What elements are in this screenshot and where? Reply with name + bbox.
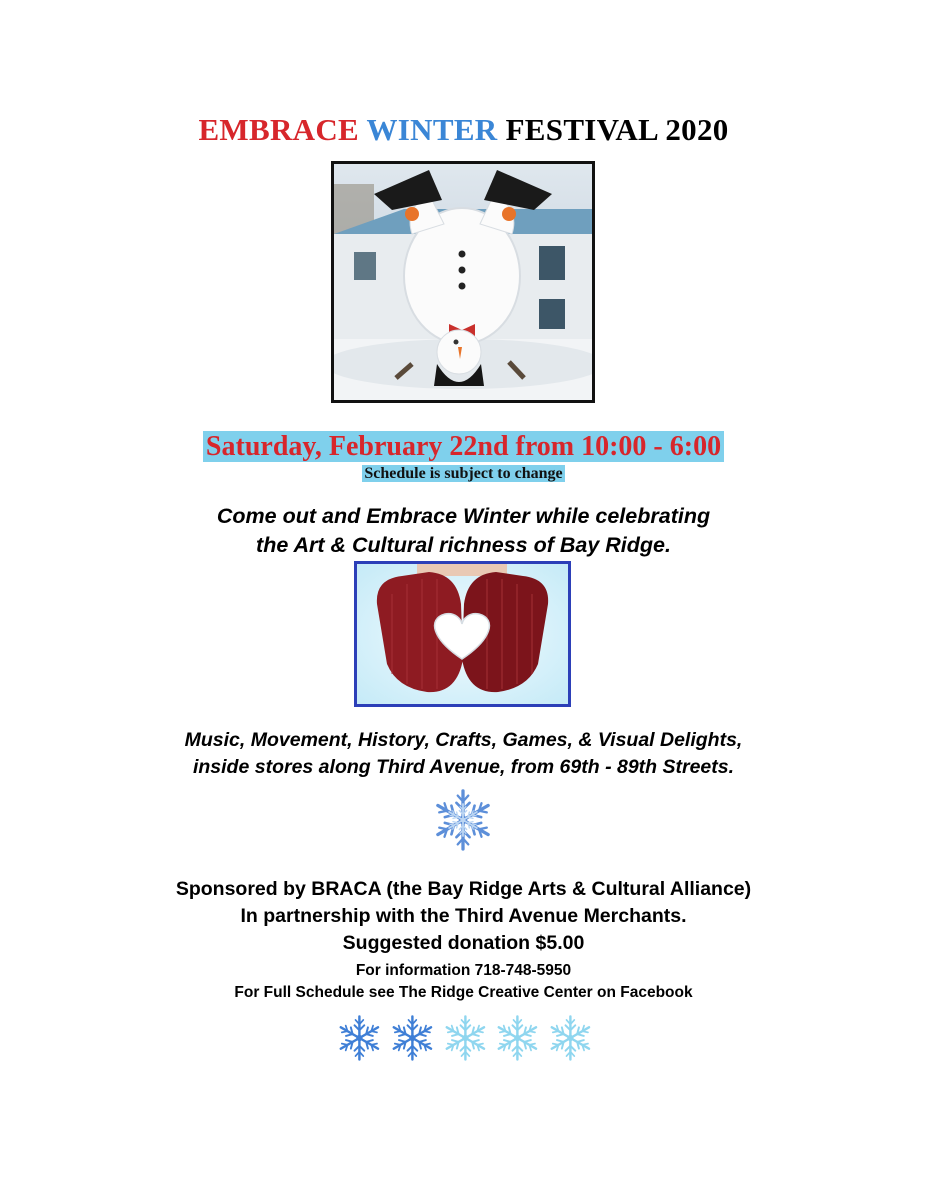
phone-info: For information 718-748-5950 xyxy=(355,962,572,979)
contact-info xyxy=(0,960,927,1004)
snowflake-icon xyxy=(546,1010,595,1066)
title-word-embrace: EMBRACE xyxy=(198,112,359,147)
activities-line-1: Music, Movement, History, Crafts, Games, & Visual Delights, xyxy=(184,729,743,751)
event-date-time xyxy=(0,430,927,464)
intro-text xyxy=(0,502,927,560)
event-date-text: Saturday, February 22nd from 10:00 - 6:00 xyxy=(203,431,724,462)
activities-line-2: inside stores along Third Avenue, from 69th - 89th Streets. xyxy=(192,756,735,778)
snowflake-icon xyxy=(441,1010,490,1066)
intro-line-1: Come out and Embrace Winter while celebrating xyxy=(216,504,711,528)
snowflake-icon xyxy=(493,1010,542,1066)
snowman-photo xyxy=(331,161,595,403)
snowflake-icon xyxy=(335,1010,384,1066)
sponsor-line-1: Sponsored by BRACA (the Bay Ridge Arts & Cultural Alliance) xyxy=(175,878,752,900)
mitten-heart-photo xyxy=(354,561,571,707)
title-word-winter: WINTER xyxy=(366,112,498,147)
sponsor-line-2: In partnership with the Third Avenue Merchants. xyxy=(240,905,687,927)
festival-title xyxy=(0,112,927,148)
schedule-note-text: Schedule is subject to change xyxy=(364,465,563,482)
snowflake-icon xyxy=(388,1010,437,1066)
sponsor-text xyxy=(0,876,927,957)
activities-text xyxy=(0,727,927,781)
intro-line-2: the Art & Cultural richness of Bay Ridge. xyxy=(256,533,671,557)
snowflake-row xyxy=(335,1010,595,1066)
title-word-festival: FESTIVAL 2020 xyxy=(505,112,729,147)
schedule-note xyxy=(0,464,927,484)
suggested-donation: Suggested donation $5.00 xyxy=(342,932,585,954)
facebook-schedule-info: For Full Schedule see The Ridge Creative Center on Facebook xyxy=(234,984,693,1001)
snowflake-icon xyxy=(430,787,496,853)
